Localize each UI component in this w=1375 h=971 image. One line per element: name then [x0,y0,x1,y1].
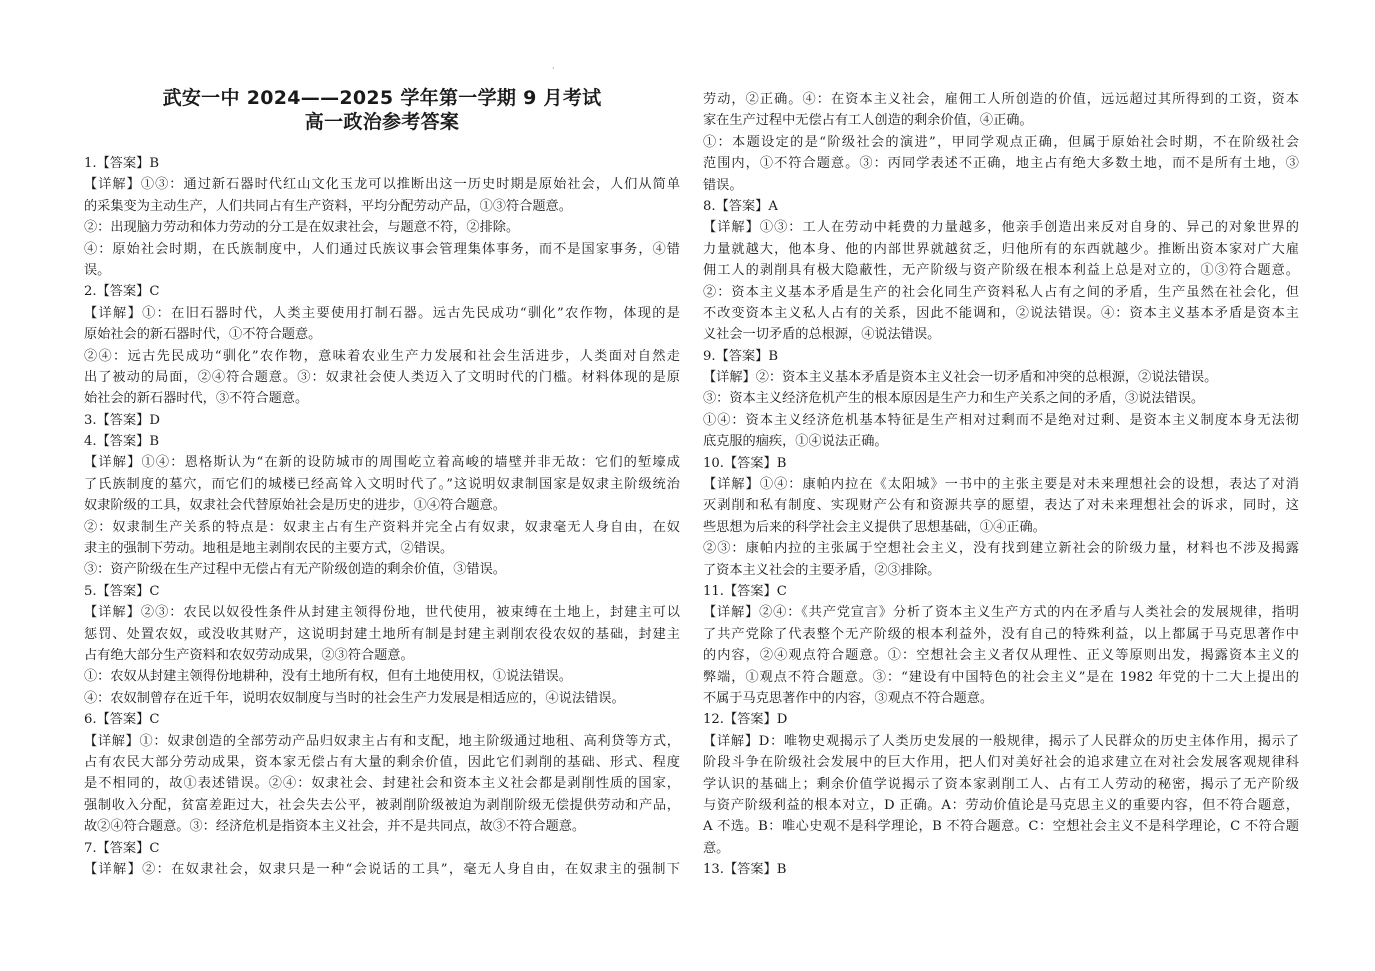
text-line: 【详解】①③：工人在劳动中耗费的力量越多，他亲手创造出来反对自身的、异己的对象世界的 [703,220,1299,236]
text-line: 5.【答案】C [84,583,160,599]
right-column-text [703,89,1299,880]
text-line: 1.【答案】B [84,156,160,171]
text-line: ①：农奴从封建主领得份地耕种，没有土地所有权，但有土地使用权，①说法错误。 [84,669,572,685]
text-line: 3.【答案】D [84,412,160,428]
text-line: 不属于马克思著作中的内容，③观点不符合题意。 [703,690,994,706]
text-line: 【详解】①④：康帕内拉在《太阳城》一书中的主张主要是对未来理想社会的设想，表达了对消 [703,477,1299,493]
text-line: ①：本题设定的是“阶级社会的演进”，甲同学观点正确，但属于原始社会时期，不在阶级社会 [703,134,1299,150]
text-line: 【详解】①：在旧石器时代，人类主要使用打制石器。远古先民成功“驯化”农作物，体现的是 [84,305,680,321]
text-line: 意。 [703,840,730,856]
text-line: 阶段斗争在阶级社会发展中的巨大作用，把人们对美好社会的追求建立在对社会发展客观规律科 [703,755,1299,771]
text-line: 的采集变为主动生产，人们共同占有生产资料，平均分配劳动产品，①③符合题意。 [84,198,572,214]
text-line: 2.【答案】C [84,284,160,300]
text-line: 【详解】①③：通过新石器时代红山文化玉龙可以推断出这一历史时期是原始社会，人们从简单 [84,177,680,193]
text-line: 惩罚、处置农奴，或没收其财产，这说明封建土地所有制是封建主剥削农役农奴的基础，封建主 [84,626,680,642]
text-line: 【详解】①：奴隶创造的全部劳动产品归奴隶主占有和支配，地主阶级通过地租、高利贷等方式， [84,733,680,749]
text-line: 11.【答案】C [703,583,787,599]
text-line: 占有绝大部分生产资料和农奴劳动成果，②③符合题意。 [84,647,414,663]
text-line: ②：奴隶制生产关系的特点是：奴隶主占有生产资料并完全占有奴隶，奴隶毫无人身自由，在奴 [84,519,680,535]
document-title [84,86,680,134]
text-line: 【详解】②：资本主义基本矛盾是资本主义社会一切矛盾和冲突的总根源，②说法错误。 [703,370,1218,386]
text-line: 故②④符合题意。③：经济危机是指资本主义社会，并不是共同点，故③不符合题意。 [84,819,586,835]
left-column-text [84,153,680,880]
text-line: 【详解】D：唯物史观揭示了人类历史发展的一般规律，揭示了人民群众的历史主体作用，揭示了 [703,733,1299,749]
text-line: 不改变资本主义私人占有的关系，因此不能调和，②说法错误。④：资本主义基本矛盾是资本主 [703,305,1299,321]
text-line: 【详解】②④：《共产党宣言》分析了资本主义生产方式的内在矛盾与人类社会的发展规律，指明 [703,605,1299,621]
text-line: ②：资本主义基本矛盾是生产的社会化同生产资料私人占有之间的矛盾，生产虽然在社会化，但 [703,284,1299,300]
text-line: 错误。 [703,177,743,193]
text-line: 强制收入分配，贫富差距过大，社会失去公平，被剥削阶级被迫为剥削阶级无偿提供劳动和产品， [84,797,680,813]
text-line: ③：资本主义经济危机产生的根本原因是生产力和生产关系之间的矛盾，③说法错误。 [703,391,1205,407]
text-line: 学认识的基础上；剩余价值学说揭示了资本家剥削工人、占有工人劳动的秘密，揭示了无产阶级 [703,776,1299,792]
scan-mark: · [552,64,555,73]
text-line: ②④：远古先民成功“驯化”农作物，意味着农业生产力发展和社会生活进步，人类面对自然走 [84,348,680,364]
text-line: A 不选。B：唯心史观不是科学理论，B 不符合题意。C：空想社会主义不是科学理论，C 不符合题 [703,819,1299,835]
text-line: 【详解】①④：恩格斯认为“在新的设防城市的周围屹立着高峻的墙壁并非无故：它们的堑壕成 [84,455,680,471]
text-line: 6.【答案】C [84,712,160,728]
text-line: 奴隶阶级的工具，奴隶社会代替原始社会是历史的进步，①④符合题意。 [84,498,506,514]
text-line: 与资产阶级利益的根本对立，D 正确。A：劳动价值论是马克思主义的重要内容，但不符合题意， [703,797,1299,813]
text-line: ②：出现脑力劳动和体力劳动的分工是在奴隶社会，与题意不符，②排除。 [84,220,520,236]
text-line: 劳动，②正确。④：在资本主义社会，雇佣工人所创造的价值，远远超过其所得到的工资，资本 [703,92,1299,107]
text-line: 是不相同的，故①表述错误。②④：奴隶社会、封建社会和资本主义社会都是剥削性质的国家， [84,776,680,792]
text-line: 家在生产过程中无偿占有工人创造的剩余价值，④正确。 [703,113,1033,129]
text-line: 出了被动的局面，②④符合题意。③：奴隶社会使人类迈入了文明时代的门槛。材料体现的是原 [84,369,680,385]
text-line: 佣工人的剥削具有极大隐蔽性，无产阶级与资产阶级在根本利益上总是对立的，①③符合题意。 [703,263,1299,279]
text-line: 范围内，①不符合题意。③：丙同学表述不正确，地主占有绝大多数土地，而不是所有土地，③ [703,156,1299,172]
text-line: ①④：资本主义经济危机基本特征是生产相对过剩而不是绝对过剩、是资本主义制度本身无法彻 [703,412,1299,428]
text-line: 灭剥削和私有制度、实现财产公有和资源共享的愿望，表达了对未来理想社会的诉求，同时，这 [703,498,1299,514]
text-line: 误。 [84,262,111,278]
text-line: 【详解】②：在奴隶社会，奴隶只是一种“会说话的工具”，毫无人身自由，在奴隶主的强制下 [84,861,680,877]
text-line: 力量就越大，他本身、他的内部世界就越贫乏，归他所有的东西就越少。推断出资本家对广大雇 [703,241,1299,257]
text-line: 4.【答案】B [84,434,160,450]
text-line: 占有农民大部分劳动成果，资本家无偿占有大量的剩余价值，因此它们剥削的基础、形式、程度 [84,754,680,770]
text-line: 12.【答案】D [703,712,788,728]
text-line: 10.【答案】B [703,455,787,471]
text-line: ②③：康帕内拉的主张属于空想社会主义，没有找到建立新社会的阶级力量，材料也不涉及揭露 [703,541,1299,557]
text-line: 了资本主义社会的主要矛盾，②③排除。 [703,562,941,578]
title-line-subject: 高一政治参考答案 [304,111,460,133]
text-line: 9.【答案】B [703,348,779,364]
text-line: 7.【答案】C [84,840,160,856]
text-line: 底克服的痼疾，①④说法正确。 [703,434,888,450]
text-line: 【详解】②③：农民以奴役性条件从封建主领得份地，世代使用，被束缚在土地上，封建主可以 [84,605,680,621]
text-line: ④：原始社会时期，在氏族制度中，人们通过氏族议事会管理集体事务，而不是国家事务，④错 [84,241,680,257]
text-line: 8.【答案】A [703,198,778,214]
text-line: 隶主的强制下劳动。地租是地主剥削农民的主要方式，②错误。 [84,541,454,557]
text-line: 原始社会的新石器时代，①不符合题意。 [84,327,322,343]
text-line: 些思想为后来的科学社会主义提供了思想基础，①④正确。 [703,519,1046,535]
text-line: ③：资产阶级在生产过程中无偿占有无产阶级创造的剩余价值，③错误。 [84,562,506,578]
text-line: 13.【答案】B [703,862,787,878]
text-line: 了共产党除了代表整个无产阶级的根本利益外，没有自己的特殊利益，以上都属于马克思著作中 [703,626,1299,642]
text-line: 弊端，①观点不符合题意。③：“建设有中国特色的社会主义”是在 1982 年党的十二大上提出的 [703,669,1299,685]
text-line: 的内容，②④观点符合题意。①：空想社会主义者仅从理性、正义等原则出发，揭露资本主义的 [703,648,1299,664]
text-line: 始社会的新石器时代，③不符合题意。 [84,391,309,407]
text-line: 义社会一切矛盾的总根源，④说法错误。 [703,327,941,343]
title-line-exam: 武安一中 2024——2025 学年第一学期 9 月考试 [162,87,602,109]
text-line: ④：农奴制曾存在近千年，说明农奴制度与当时的社会生产力发展是相适应的，④说法错误。 [84,690,625,706]
text-line: 了氏族制度的墓穴，而它们的城楼已经高耸入文明时代了。”这说明奴隶制国家是奴隶主阶级统治 [84,476,680,492]
